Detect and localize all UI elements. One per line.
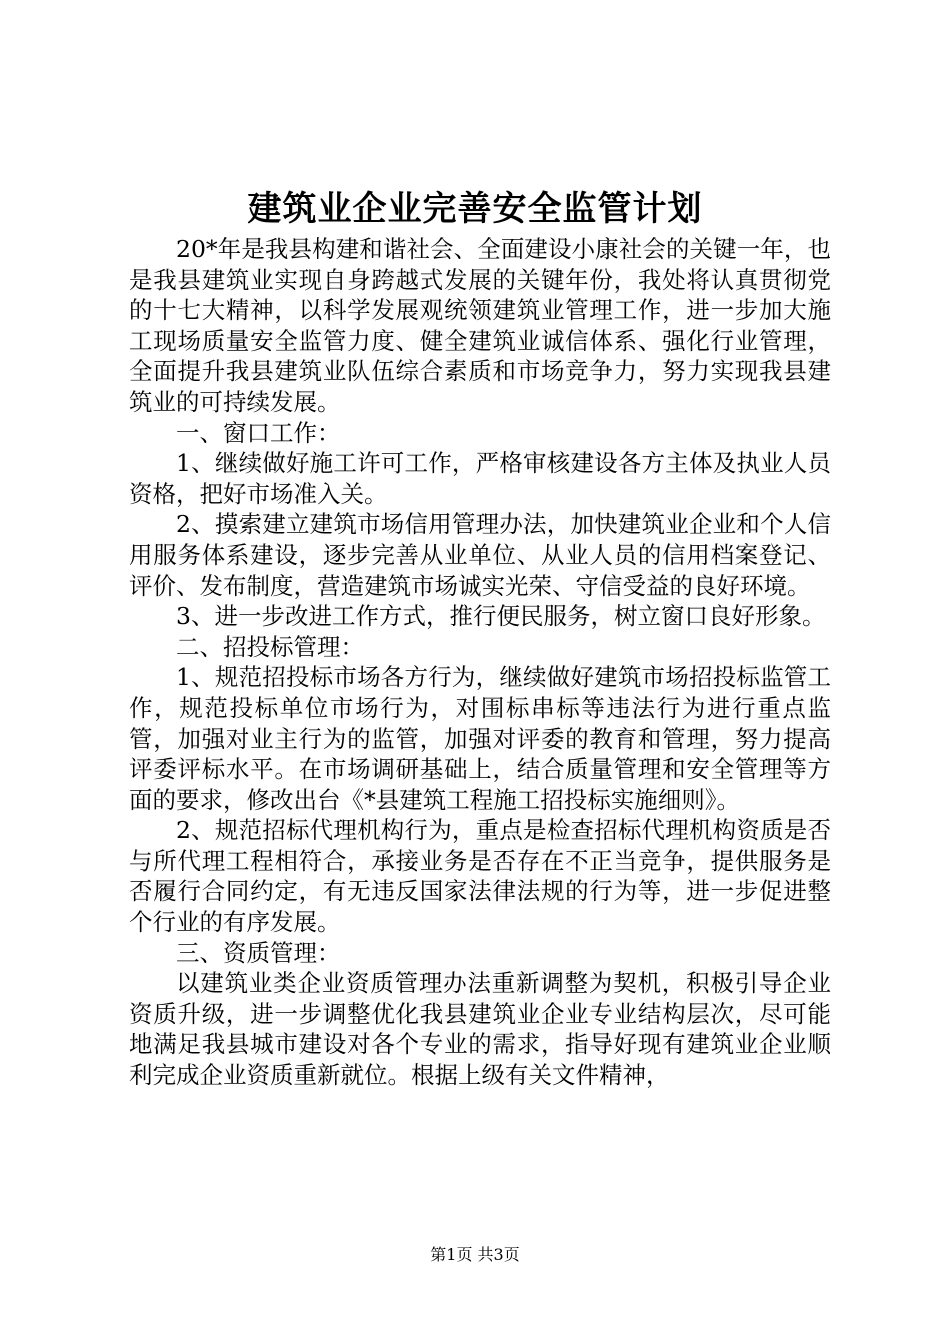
- section-heading-window-work: 一、窗口工作：: [176, 418, 341, 447]
- paragraph-bidding-2: 2、规范招标代理机构行为，重点是检查招标代理机构资质是否与所代理工程相符合，承接业务是否存在不正当竞争，提供服务是否履行合同约定，有无违反国家法律法规的行为等，进一步促进整个行业的有序发展。: [129, 816, 831, 937]
- page-footer: 第1页 共3页: [430, 1245, 520, 1264]
- paragraph-window-1: 1、继续做好施工许可工作，严格审核建设各方主体及执业人员资格，把好市场准入关。: [129, 449, 831, 508]
- document-title: 建筑业企业完善安全监管计划: [247, 189, 703, 229]
- document-body: [129, 234, 831, 1091]
- paragraph-bidding-1: 1、规范招投标市场各方行为，继续做好建筑市场招投标监管工作，规范投标单位市场行为，对围标串标等违法行为进行重点监管，加强对业主行为的监管，加强对评委的教育和管理，努力提高评委评标水平。在市场调研基础上，结合质量管理和安全管理等方面的要求，修改出台《*县建筑工程施工招投标实施细则》。: [129, 663, 831, 814]
- paragraph-window-3: 3、进一步改进工作方式，推行便民服务，树立窗口良好形象。: [176, 602, 826, 631]
- section-heading-bidding: 二、招投标管理：: [176, 632, 364, 661]
- section-heading-qualification: 三、资质管理：: [176, 938, 341, 967]
- paragraph-window-2: 2、摸索建立建筑市场信用管理办法，加快建筑业企业和个人信用服务体系建设，逐步完善从业单位、从业人员的信用档案登记、评价、发布制度，营造建筑市场诚实光荣、守信受益的良好环境。: [129, 510, 831, 600]
- paragraph-intro: 20*年是我县构建和谐社会、全面建设小康社会的关键一年，也是我县建筑业实现自身跨越式发展的关键年份，我处将认真贯彻党的十七大精神，以科学发展观统领建筑业管理工作，进一步加大施工现场质量安全监管力度、健全建筑业诚信体系、强化行业管理，全面提升我县建筑业队伍综合素质和市场竞争力，努力实现我县建筑业的可持续发展。: [129, 235, 831, 416]
- paragraph-qualification: 以建筑业类企业资质管理办法重新调整为契机，积极引导企业资质升级，进一步调整优化我县建筑业企业专业结构层次，尽可能地满足我县城市建设对各个专业的需求，指导好现有建筑业企业顺利完成企业资质重新就位。根据上级有关文件精神，: [129, 969, 831, 1090]
